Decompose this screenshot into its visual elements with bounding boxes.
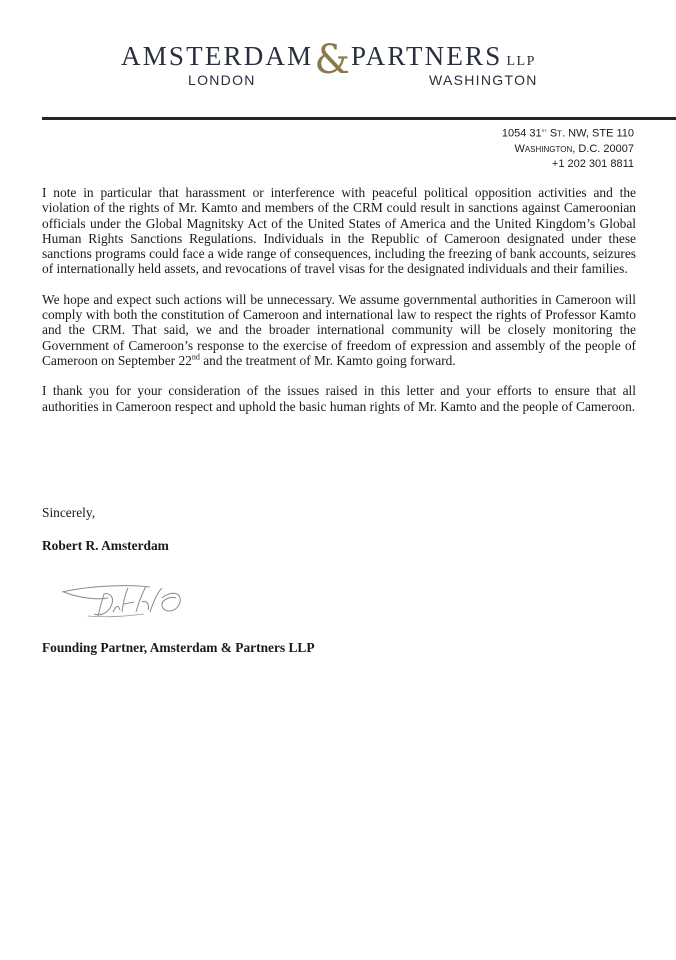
letter-body: [42, 185, 636, 429]
address-street: 1054 31st St. NW, STE 110: [501, 127, 634, 140]
address-city: Washington, D.C. 20007: [514, 142, 634, 155]
paragraph-expectations: We hope and expect such actions will be unnecessary. We assume governmental authorities in Cameroon will comply with both the constitution of Cameroon and international law to respect the rights of Professor Kamto and the CRM. That said, we and the broader international community will be closely monitoring the Government of Cameroon’s response to the exercise of freedom of expression and assembly of the people of Cameroon on September 22nd and the treatment of Mr. Kamto going forward.: [42, 291, 636, 368]
office-london: LONDON: [188, 72, 256, 88]
signer-name: Robert R. Amsterdam: [42, 538, 169, 553]
office-washington: WASHINGTON: [429, 72, 538, 88]
letterhead: [0, 0, 676, 120]
address-block: [502, 124, 634, 172]
signature-image: [58, 578, 198, 623]
ampersand-logo: &: [314, 37, 350, 83]
paragraph-thanks: I thank you for your consideration of the issues raised in this letter and your efforts to ensure that all authorities in Cameroon respect and uphold the basic human rights of Mr. Kamto and the people of Cameroon.: [42, 383, 636, 414]
firm-name-left: AMSTERDAM: [121, 41, 314, 71]
header-divider: [42, 117, 676, 120]
firm-suffix: LLP: [506, 54, 536, 69]
valediction: Sincerely,: [42, 505, 96, 520]
firm-name-right: PARTNERS: [350, 41, 503, 71]
address-phone: +1 202 301 8811: [551, 157, 634, 170]
signer-title: Founding Partner, Amsterdam & Partners LLP: [42, 640, 315, 655]
paragraph-sanctions: I note in particular that harassment or interference with peaceful political opposition activities and the violation of the rights of Mr. Kamto and members of the CRM could result in sanctions against Cameroonian officials under the Global Magnitsky Act of the United States of America and the United Kingdom’s Global Human Rights Sanctions Regulations. Individuals in the Republic of Cameroon designated under these sanctions programs could face a wide range of consequences, including the freezing of bank accounts, seizures of internationally held assets, and revocations of travel visas for the designated individuals and their families.: [42, 185, 636, 277]
